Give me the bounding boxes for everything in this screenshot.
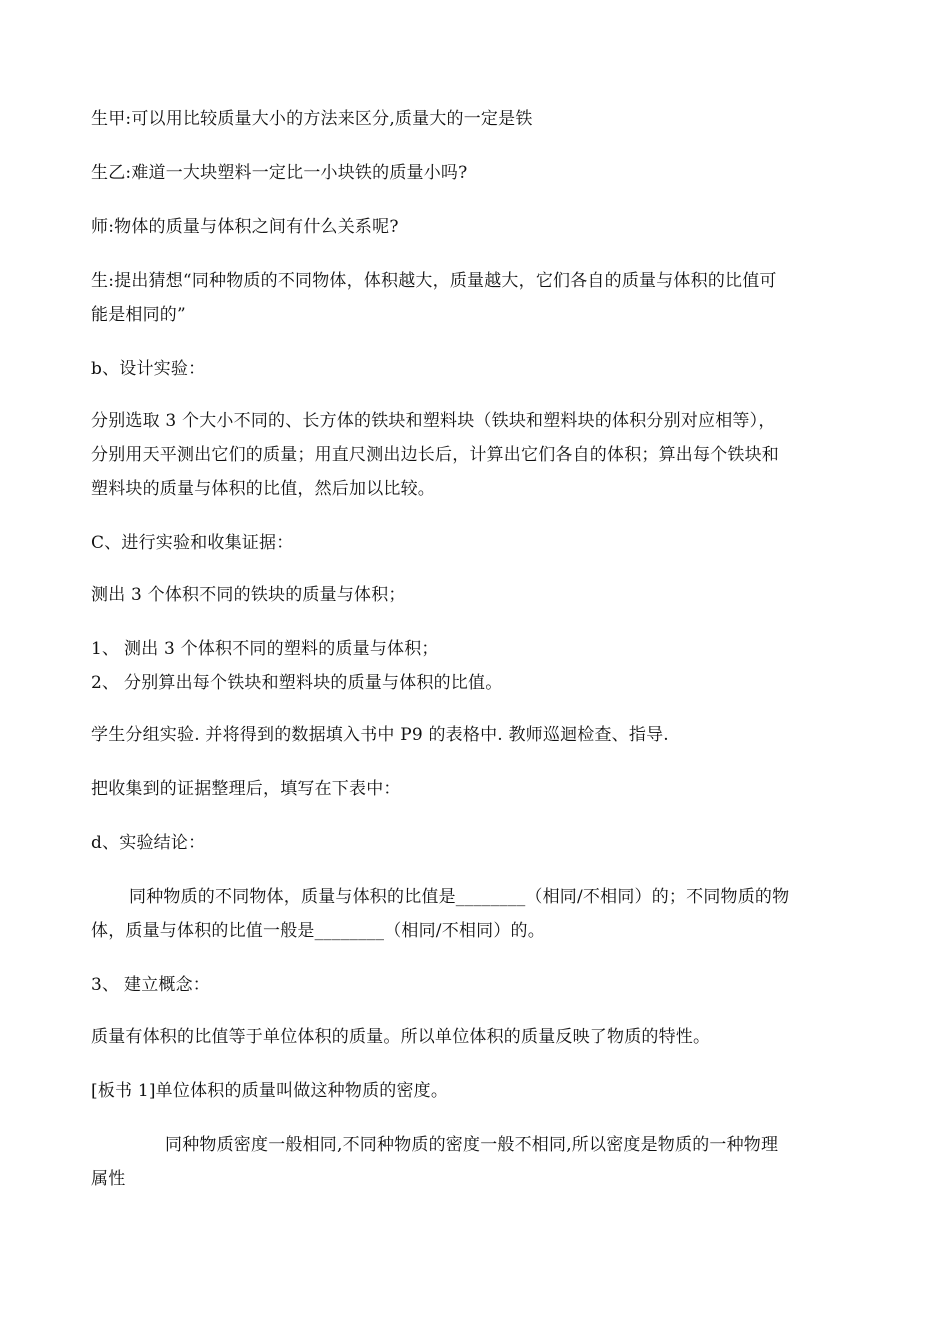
list-number: 1、 [91,639,120,659]
paragraph-design-line3: 塑料块的质量与体积的比值，然后加以比较。 [91,479,435,499]
paragraph-student-a: 生甲:可以用比较质量大小的方法来区分,质量大的一定是铁 [91,109,533,129]
paragraph-measure-iron: 测出 3 个体积不同的铁块的质量与体积； [91,585,406,605]
list-text: 测出 3 个体积不同的塑料的质量与体积； [124,639,439,659]
paragraph-group-experiment: 学生分组实验. 并将得到的数据填入书中 P9 的表格中. 教师巡迴检查、指导. [91,725,669,745]
paragraph-density-property-line1: 同种物质密度一般相同,不同种物质的密度一般不相同,所以密度是物质的一种物理 [165,1135,779,1155]
paragraph-hypothesis-line1: 生:提出猜想“同种物质的不同物体，体积越大，质量越大，它们各自的质量与体积的比值可 [91,271,777,291]
paragraph-conclusion-line2: 体，质量与体积的比值一般是________（相同/不相同）的。 [91,921,545,941]
list-text: 分别算出每个铁块和塑料块的质量与体积的比值。 [124,673,503,693]
paragraph-teacher-question: 师:物体的质量与体积之间有什么关系呢? [91,217,399,237]
list-item-3 [91,975,210,995]
list-item-1 [91,639,439,659]
list-item-2 [91,673,502,693]
list-text: 建立概念： [124,975,210,995]
paragraph-student-b: 生乙:难道一大块塑料一定比一小块铁的质量小吗? [91,163,468,183]
paragraph-density-property-line2: 属性 [91,1169,126,1189]
paragraph-design-line1: 分别选取 3 个大小不同的、长方体的铁块和塑料块（铁块和塑料块的体积分别对应相等）， [91,411,776,431]
paragraph-design-line2: 分别用天平测出它们的质量；用直尺测出边长后，计算出它们各自的体积；算出每个铁块和 [91,445,779,465]
paragraph-conclusion-line1: 同种物质的不同物体，质量与体积的比值是________（相同/不相同）的；不同物质的物 [129,887,790,907]
list-number: 2、 [91,673,120,693]
heading-conduct-experiment: C、进行实验和收集证据： [91,533,294,553]
paragraph-concept: 质量有体积的比值等于单位体积的质量。所以单位体积的质量反映了物质的特性。 [91,1027,711,1047]
heading-design-experiment: b、设计实验： [91,359,206,379]
paragraph-board-note: [板书 1]单位体积的质量叫做这种物质的密度。 [91,1081,449,1101]
list-number: 3、 [91,975,120,995]
heading-conclusion: d、实验结论： [91,833,206,853]
paragraph-hypothesis-line2: 能是相同的” [91,305,186,325]
paragraph-organize-evidence: 把收集到的证据整理后，填写在下表中： [91,779,401,799]
